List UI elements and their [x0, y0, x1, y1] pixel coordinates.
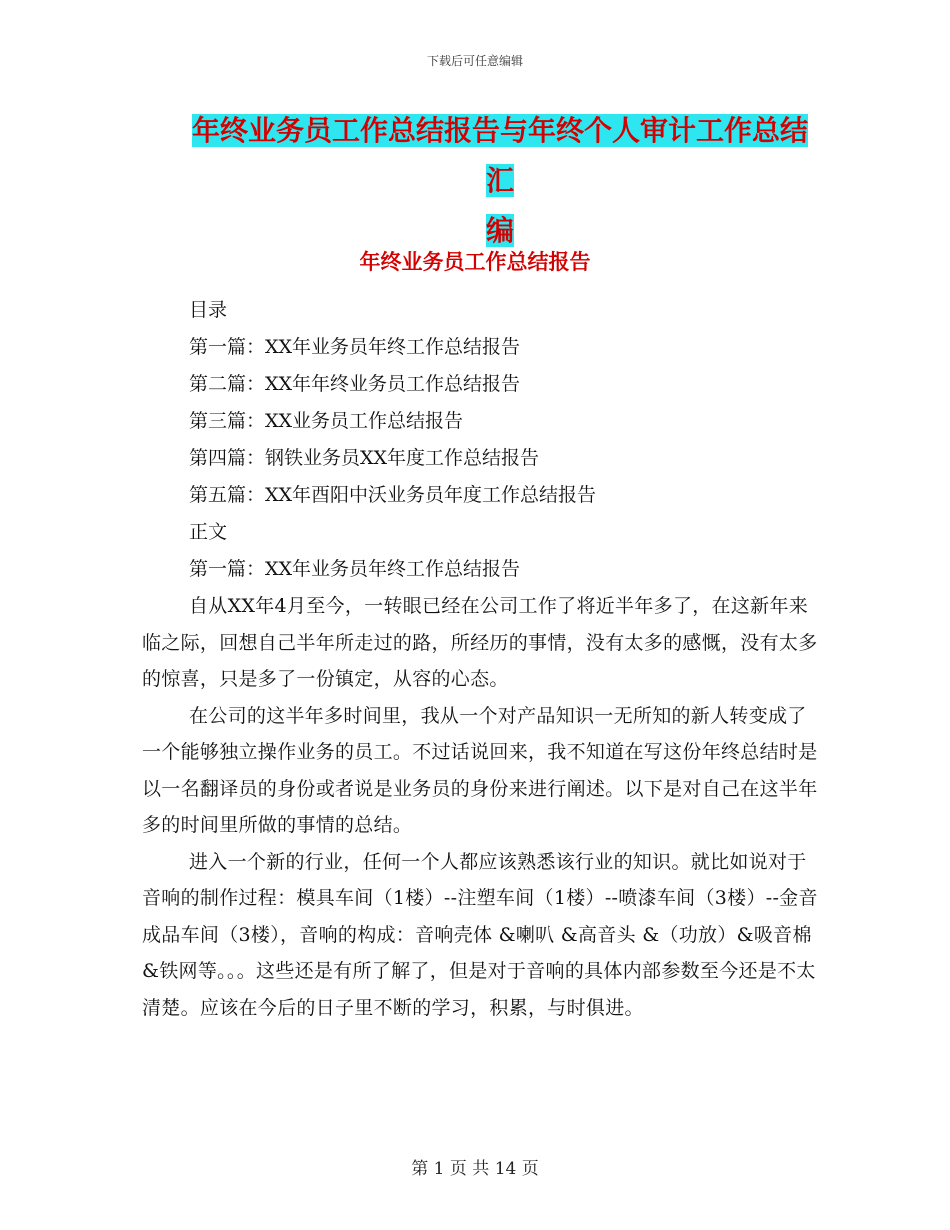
page-number: 第 1 页 共 14 页: [411, 1159, 539, 1179]
toc-item: 第二篇：XX年年终业务员工作总结报告: [189, 373, 521, 395]
document-body: [142, 292, 818, 1026]
toc-item: 第四篇：钢铁业务员XX年度工作总结报告: [189, 447, 540, 469]
body-paragraph: 自从XX年4月至今，一转眼已经在公司工作了将近半年多了，在这新年来临之际，回想自己半年所走过的路，所经历的事情，没有太多的感慨，没有太多的惊喜，只是多了一份镇定，从容的心态。: [142, 595, 818, 690]
toc-heading: 目录: [189, 299, 228, 321]
toc-item: 第三篇：XX业务员工作总结报告: [189, 410, 464, 432]
document-title-line1: 年终业务员工作总结报告与年终个人审计工作总结汇: [191, 114, 808, 197]
chapter-title: 第一篇：XX年业务员年终工作总结报告: [189, 558, 521, 580]
section-title: 年终业务员工作总结报告: [359, 250, 591, 274]
header-note: 下载后可任意编辑: [426, 54, 523, 68]
body-heading: 正文: [189, 521, 228, 543]
document-title-line2: 编: [485, 214, 514, 247]
toc-item: 第五篇：XX年酉阳中沃业务员年度工作总结报告: [189, 484, 597, 506]
body-paragraph: 在公司的这半年多时间里，我从一个对产品知识一无所知的新人转变成了一个能够独立操作业务的员工。不过话说回来，我不知道在写这份年终总结时是以一名翻译员的身份或者说是业务员的身份来进行阐述。以下是对自己在这半年多的时间里所做的事情的总结。: [142, 704, 818, 836]
toc-item: 第一篇：XX年业务员年终工作总结报告: [189, 336, 521, 358]
body-paragraph: 进入一个新的行业，任何一个人都应该熟悉该行业的知识。就比如说对于音响的制作过程：模具车间（1楼）--注塑车间（1楼）--喷漆车间（3楼）--金音成品车间（3楼），音响的构成：音响壳体 &喇叭 &高音头 &（功放）&吸音棉 &铁网等。。。这些还是有所了解了，但是对于音响的具体内部参数至今还是不太清楚。应该在今后的日子里不断的学习，积累，与时俱进。: [142, 850, 818, 1019]
document-title: [190, 106, 810, 256]
